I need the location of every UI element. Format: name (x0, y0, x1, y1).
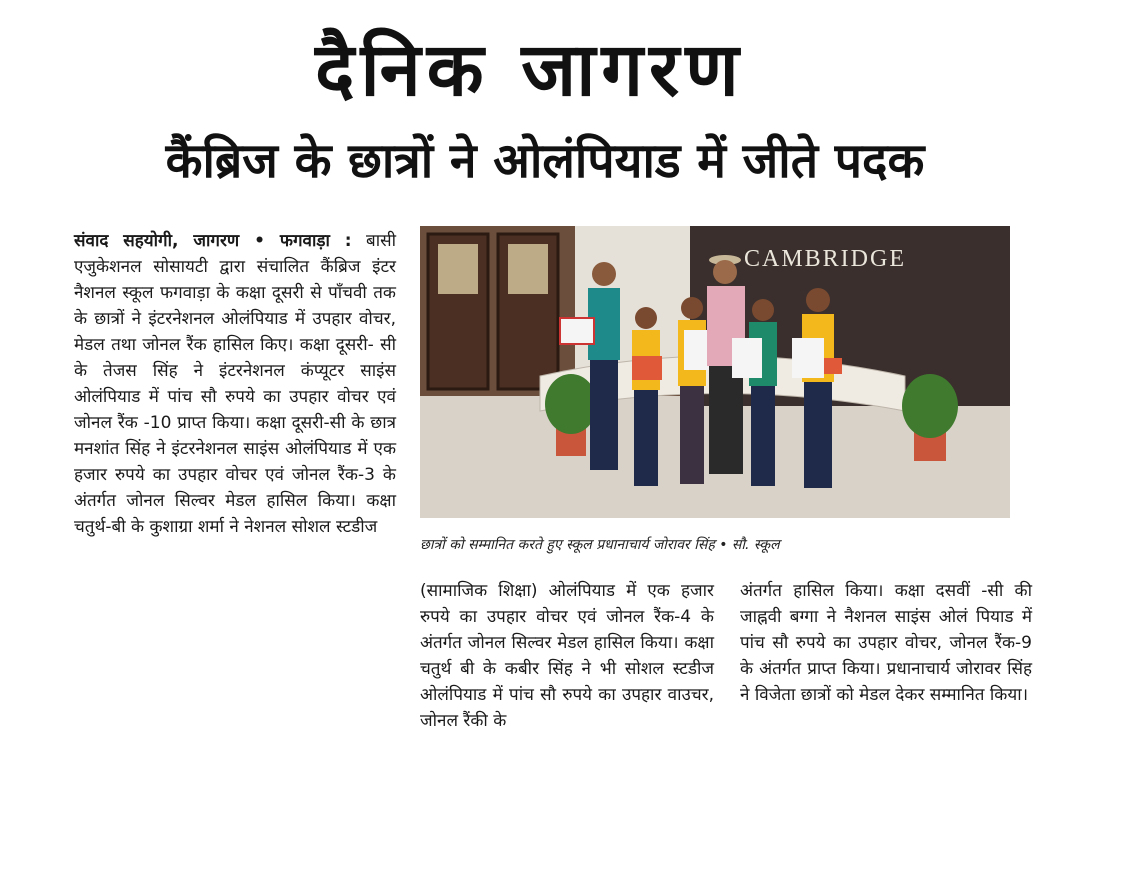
article-column-2 (420, 578, 714, 798)
photo-sign-text: CAMBRIDGE (743, 246, 907, 272)
article-photo-illustration (420, 226, 1010, 518)
article-column-3 (740, 578, 1032, 798)
photo-caption: छात्रों को सम्मानित करते हुए स्कूल प्रधानाचार्य जोरावर सिंह • सौ. स्कूल (420, 537, 780, 553)
article-column-2-text: (सामाजिक शिक्षा) ओलंपियाड में एक हजार रुपये का उपहार वोचर एवं जोनल रैंक-4 के अंतर्गत जोनल सिल्वर मेडल हासिल किया। कक्षा चतुर्थ बी के कबीर सिंह ने भी सोशल स्टडीज ओलंपियाड में पांच सौ रुपये का उपहार वाउचर, जोनल रैंकी के (420, 581, 714, 731)
photo-plant-right (902, 374, 958, 438)
article-column-1-text: बासी एजुकेशनल सोसायटी द्वारा संचालित कैंब्रिज इंटर नैशनल स्कूल फगवाड़ा के कक्षा दूसरी से पाँचवी तक के छात्रों ने इंटरनेशनल ओलंपियाड में उपहार वोचर, मेडल तथा जोनल रैंक हासिल किए। कक्षा दूसरी- सी के तेजस सिंह ने इंटरनेशनल कंप्यूटर साइंस ओलंपियाड में पांच सौ रुपये का उपहार वोचर एवं जोनल रैंक -10 प्राप्त किया। कक्षा दूसरी-सी के छात्र मनशांत सिंह ने इंटरनेशनल साइंस ओलंपियाड में एक हजार रुपये का उपहार वोचर एवं जोनल रैंक-3 के अंतर्गत जोनल सिल्वर मेडल हासिल किया। कक्षा चतुर्थ-बी के कुशाग्रा शर्मा ने नेशनल सोशल स्टडीज (74, 231, 396, 537)
photo-plant-left (545, 374, 597, 434)
photo-person-2 (632, 307, 662, 486)
article-column-1 (74, 228, 396, 788)
article-photo (420, 226, 1010, 518)
photo-door-window-right (508, 244, 548, 294)
photo-door-window-left (438, 244, 478, 294)
newspaper-masthead: दैनिक जागरण (315, 27, 745, 113)
article-column-3-text: अंतर्गत हासिल किया। कक्षा दसवीं -सी की जाह्नवी बग्गा ने नैशनल साइंस ओलं पियाड में पांच सौ रुपये का उपहार वोचर, जोनल रैंक-9 के अंतर्गत प्राप्त किया। प्रधानाचार्य जोरावर सिंह ने विजेता छात्रों को मेडल देकर सम्मानित किया। (740, 581, 1032, 705)
article-headline: कैंब्रिज के छात्रों ने ओलंपियाड में जीते पदक (165, 133, 925, 189)
article-byline: संवाद सहयोगी, जागरण • फगवाड़ा : (74, 231, 352, 251)
